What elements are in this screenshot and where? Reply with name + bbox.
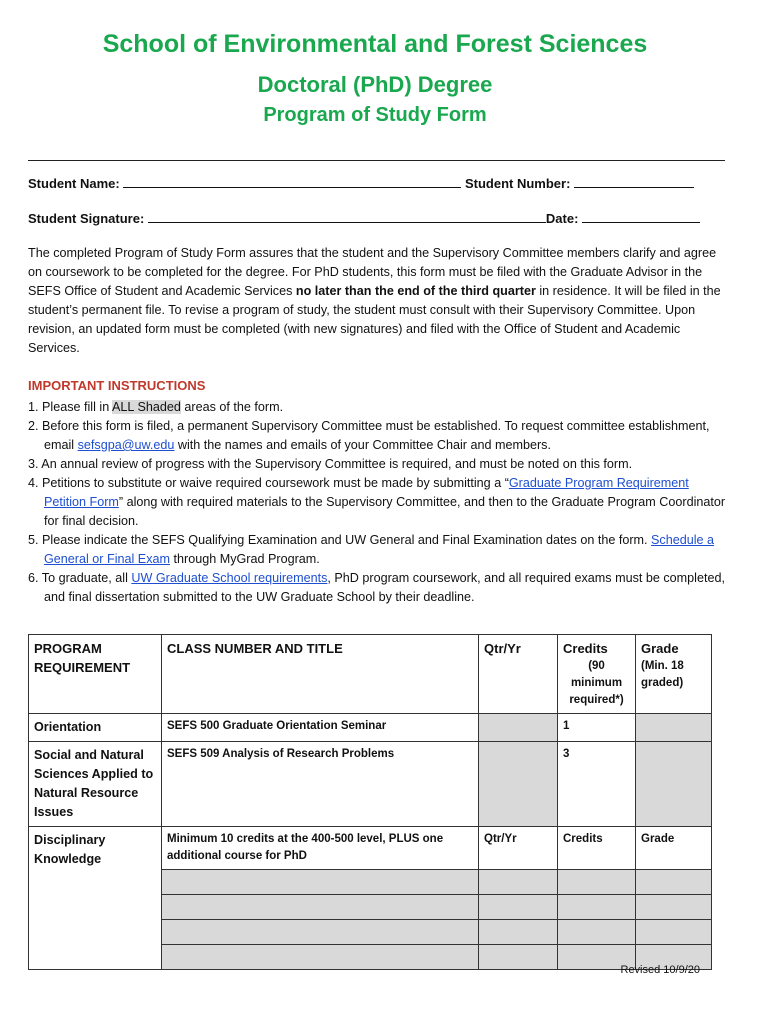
orientation-credits: 1 (558, 714, 636, 742)
instruction-item: 2. Before this form is filed, a permanent Supervisory Committee must be established. To request committee establishment, email sefsgpa@uw.edu with the names and emails of your Committee Chair and members. (28, 419, 710, 452)
instructions-list (28, 398, 728, 607)
social-qtr-field[interactable] (479, 742, 558, 827)
date-label: Date: (545, 211, 579, 226)
intro-deadline: no later than the end of the third quarter (295, 284, 536, 298)
credits-field[interactable] (558, 920, 636, 945)
disciplinary-credits: Credits (558, 827, 636, 870)
social-sciences-class: SEFS 509 Analysis of Research Problems (162, 742, 479, 827)
degree-title: Doctoral (PhD) Degree (257, 72, 493, 97)
intro-text-cont: in residence. It will be filed in the student’s permanent file. To revise a program of study, the student must consult with their Supervisory Committee. Upon revision, an updated form must be completed (with new signatures) and filed with the Office of Student and Academic Services. (28, 284, 721, 355)
header-class: CLASS NUMBER AND TITLE (162, 635, 479, 714)
social-grade-field[interactable] (636, 742, 712, 827)
social-credits: 3 (558, 742, 636, 827)
shaded-highlight: ALL Shaded (112, 400, 181, 414)
instruction-item: 3. An annual review of progress with the Supervisory Committee is required, and must be noted on this form. (28, 457, 633, 471)
grade-field[interactable] (636, 870, 712, 895)
intro-paragraph (28, 244, 728, 358)
orientation-class: SEFS 500 Graduate Orientation Seminar (162, 714, 479, 742)
credits-field[interactable] (558, 870, 636, 895)
form-title: Program of Study Form (263, 104, 487, 126)
revision-date: Revised 10/9/20 (620, 964, 700, 976)
header-requirement: PROGRAM REQUIREMENT (29, 635, 162, 714)
header-credits (558, 635, 636, 714)
email-link[interactable]: sefsgpa@uw.edu (77, 438, 175, 452)
orientation-label: Orientation (29, 714, 162, 742)
student-number-label: Student Number: (464, 176, 571, 191)
grade-field[interactable] (636, 895, 712, 920)
header-grade (636, 635, 712, 714)
school-title: School of Environmental and Forest Sciences (102, 30, 648, 58)
qtr-field[interactable] (479, 895, 558, 920)
qtr-field[interactable] (479, 920, 558, 945)
student-name-label: Student Name: (28, 176, 120, 191)
grad-school-requirements-link[interactable]: UW Graduate School requirements (131, 571, 328, 585)
instruction-item: 6. To graduate, all UW Graduate School requirements, PhD program coursework, and all required exams must be completed, and final dissertation submitted to the UW Graduate School by their deadline. (28, 571, 725, 604)
program-requirements-table (28, 634, 712, 970)
student-name-field[interactable] (123, 175, 461, 188)
grade-label: Grade (641, 641, 679, 656)
table-header-row (29, 635, 712, 714)
table-row (29, 827, 712, 870)
course-field[interactable] (162, 945, 479, 970)
student-name-row (28, 175, 694, 191)
schedule-exam-link[interactable]: Schedule a General or Final Exam (44, 533, 715, 566)
student-signature-row (28, 210, 700, 226)
student-number-field[interactable] (574, 175, 694, 188)
instruction-item: 4. Petitions to substitute or waive required coursework must be made by submitting a “Graduate Program Requirement Petition Form” along with required materials to the Supervisory Committee, and then to the Graduate Program Coordinator for final decision. (28, 476, 726, 528)
orientation-qtr-field[interactable] (479, 714, 558, 742)
student-signature-field[interactable] (148, 210, 546, 223)
header-qtr: Qtr/Yr (479, 635, 558, 714)
orientation-grade-field[interactable] (636, 714, 712, 742)
student-signature-label: Student Signature: (28, 211, 145, 226)
table-row (29, 742, 712, 827)
petition-form-link[interactable]: Graduate Program Requirement Petition Form (44, 476, 689, 509)
grade-field[interactable] (636, 920, 712, 945)
date-field[interactable] (582, 210, 700, 223)
grade-note: (Min. 18 graded) (641, 660, 684, 689)
table-row (29, 714, 712, 742)
disciplinary-label: Disciplinary Knowledge (29, 827, 162, 970)
course-field[interactable] (162, 870, 479, 895)
course-field[interactable] (162, 895, 479, 920)
credits-label: Credits (563, 641, 608, 656)
qtr-field[interactable] (479, 945, 558, 970)
credits-field[interactable] (558, 895, 636, 920)
disciplinary-qtr: Qtr/Yr (479, 827, 558, 870)
qtr-field[interactable] (479, 870, 558, 895)
instruction-item: 5. Please indicate the SEFS Qualifying Examination and UW General and Final Examination dates on the form. Schedule a General or Final Exam through MyGrad Program. (28, 533, 715, 566)
credits-note: (90 minimum required*) (569, 660, 624, 706)
social-sciences-label: Social and Natural Sciences Applied to Natural Resource Issues (29, 742, 162, 827)
disciplinary-grade: Grade (636, 827, 712, 870)
instruction-item: 1. Please fill in ALL Shaded areas of the form. (28, 400, 284, 414)
instructions-heading: IMPORTANT INSTRUCTIONS (28, 378, 206, 393)
course-field[interactable] (162, 920, 479, 945)
disciplinary-class: Minimum 10 credits at the 400-500 level, PLUS one additional course for PhD (162, 827, 479, 870)
intro-text: The completed Program of Study Form assures that the student and the Supervisory Committee members clarify and agree on coursework to be completed for the degree. For PhD students, this form must be filed with the Graduate Advisor in the SEFS Office of Student and Academic Services (28, 246, 717, 298)
header-divider (28, 160, 725, 161)
